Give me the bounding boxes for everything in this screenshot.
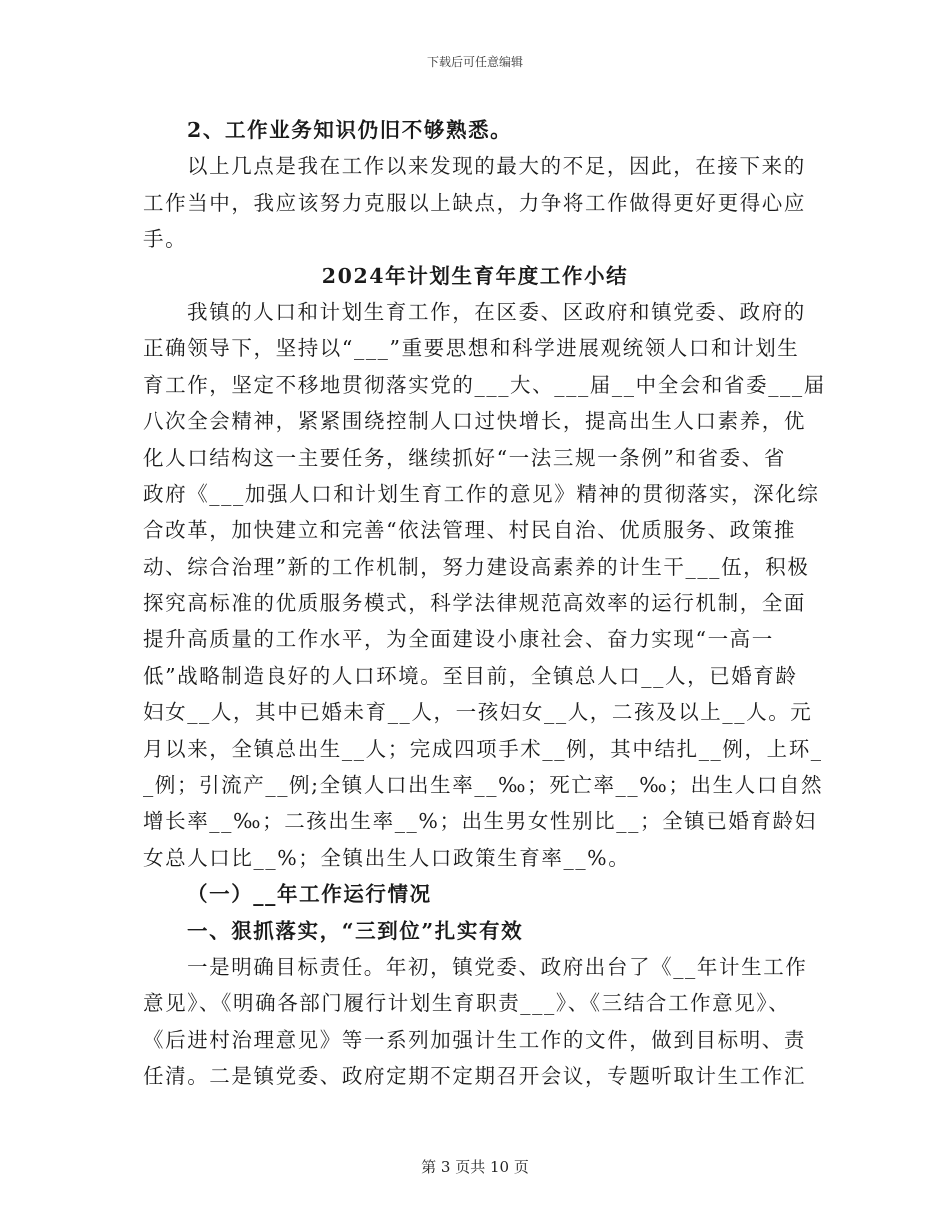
text-line: 意见》、《明确各部门履行计划生育职责___》、《三结合工作意见》、 bbox=[143, 991, 791, 1016]
text-line: 手。 bbox=[143, 227, 188, 252]
text-line: 合改革，加快建立和完善“依法管理、村民自治、优质服务、政策推 bbox=[143, 518, 796, 543]
page-header-note: 下载后可任意编辑 bbox=[426, 55, 523, 69]
text-line: 一是明确目标责任。年初，镇党委、政府出台了《__年计生工作 bbox=[187, 954, 808, 979]
text-line: 工作当中，我应该努力克服以上缺点，力争将工作做得更好更得心应 bbox=[143, 190, 806, 215]
text-line: 育工作，坚定不移地贯彻落实党的___大、___届__中全会和省委___届 bbox=[143, 372, 826, 397]
text-line: 《后进村治理意见》等一系列加强计生工作的文件，做到目标明、责 bbox=[143, 1027, 806, 1052]
text-line: 女总人口比__%；全镇出生人口政策生育率__%。 bbox=[143, 845, 631, 870]
heading-line: 一、狠抓落实，“三到位”扎实有效 bbox=[187, 918, 524, 943]
text-line: _例；引流产__例;全镇人口出生率__‰；死亡率__‰；出生人口自然 bbox=[143, 773, 824, 798]
text-line: 政府《___加强人口和计划生育工作的意见》精神的贯彻落实，深化综 bbox=[143, 481, 820, 506]
text-line: 探究高标准的优质服务模式，科学法律规范高效率的运行机制，全面 bbox=[143, 591, 806, 616]
text-line: 任清。二是镇党委、政府定期不定期召开会议，专题听取计生工作汇 bbox=[143, 1064, 806, 1089]
text-line: 低”战略制造良好的人口环境。至目前，全镇总人口__人，已婚育龄 bbox=[143, 663, 798, 688]
page-number: 第 3 页共 10 页 bbox=[421, 1158, 529, 1176]
text-line: 我镇的人口和计划生育工作，在区委、区政府和镇党委、政府的 bbox=[187, 299, 806, 324]
heading-line: 2024年计划生育年度工作小结 bbox=[321, 263, 629, 288]
text-line: 化人口结构这一主要任务，继续抓好“一法三规一条例”和省委、省 bbox=[143, 445, 786, 470]
text-line: 妇女__人，其中已婚未育__人，一孩妇女__人，二孩及以上__人。元 bbox=[143, 700, 813, 725]
document-body bbox=[143, 112, 826, 1095]
text-line: 动、综合治理”新的工作机制，努力建设高素养的计生干___伍，积极 bbox=[143, 554, 810, 579]
text-line: 增长率__‰；二孩出生率__%；出生男女性别比__；全镇已婚育龄妇 bbox=[143, 809, 817, 834]
text-line: 八次全会精神，紧紧围绕控制人口过快增长，提高出生人口素养，优 bbox=[143, 409, 806, 434]
text-line: 正确领导下，坚持以“___”重要思想和科学进展观统领人口和计划生 bbox=[143, 336, 800, 361]
heading-line: （一）__年工作运行情况 bbox=[187, 882, 432, 907]
text-line: 提升高质量的工作水平，为全面建设小康社会、奋力实现“一高一 bbox=[143, 627, 774, 652]
text-line: 月以来，全镇总出生__人；完成四项手术__例，其中结扎__例，上环_ bbox=[143, 736, 823, 761]
heading-line: 2、工作业务知识仍旧不够熟悉。 bbox=[187, 118, 513, 142]
text-line: 以上几点是我在工作以来发现的最大的不足，因此，在接下来的 bbox=[187, 154, 806, 179]
